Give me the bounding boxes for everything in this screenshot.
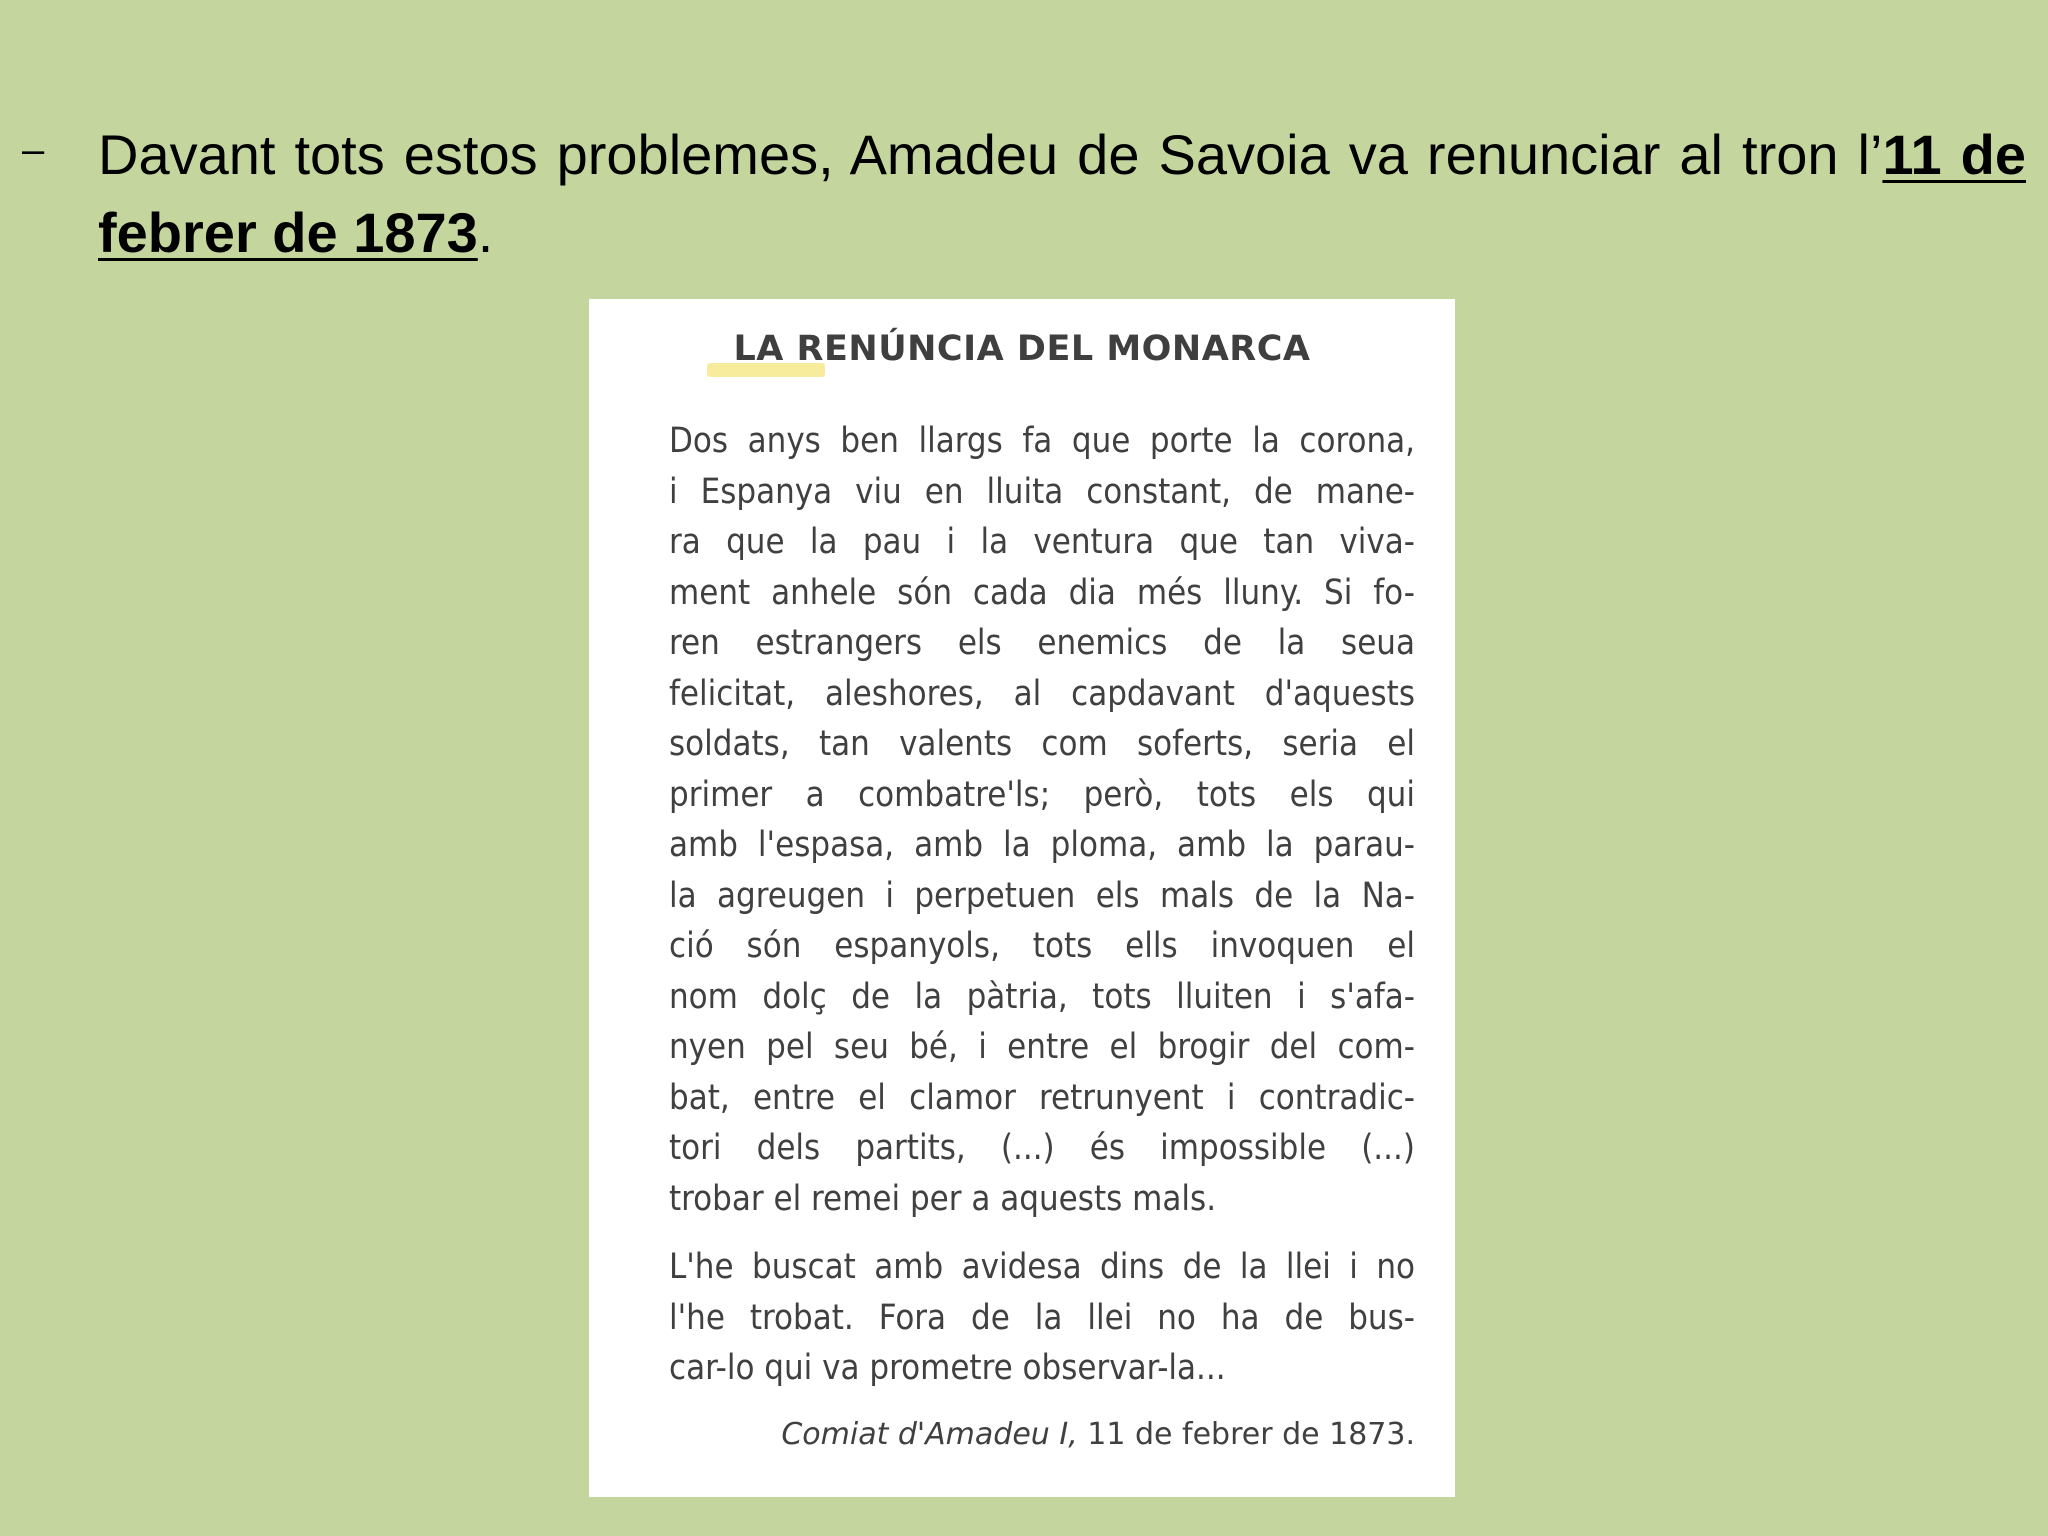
document-line: ren estrangers els enemics de la seua [669,623,1415,663]
document-line: L'he buscat amb avidesa dins de la llei i no [669,1247,1415,1287]
document-source [781,1417,1415,1452]
document-line: amb l'espasa, amb la ploma, amb la parau- [669,825,1415,865]
bullet-text-after: . [477,201,494,264]
document-line: nyen pel seu bé, i entre el brogir del com- [669,1027,1415,1067]
document-card [589,299,1455,1497]
document-line: i Espanya viu en lluita constant, de mane- [669,471,1415,512]
document-paragraph-2 [669,1242,1415,1394]
document-title-wrap [589,329,1455,369]
document-line: ra que la pau i la ventura que tan viva- [669,522,1415,562]
bullet-dash: – [22,128,45,172]
document-line: tori dels partits, (...) és impossible (...) [669,1128,1415,1168]
document-line: nom dolç de la pàtria, tots lluiten i s'afa- [669,976,1415,1017]
bullet-text [98,116,2026,272]
document-body [669,416,1415,1394]
document-line: soldats, tan valents com soferts, seria el [669,724,1415,764]
document-line: car-lo qui va prometre observar-la... [669,1348,1226,1388]
document-line: felicitat, aleshores, al capdavant d'aquests [669,673,1415,714]
document-title-text: LA RENÚNCIA DEL MONARCA [733,329,1311,369]
document-line: bat, entre el clamor retrunyent i contradic- [669,1077,1415,1118]
document-title [733,329,1310,369]
bullet-date: 11 de febrer de 1873 [98,123,2027,264]
document-line: ment anhele són cada dia més lluny. Si fo- [669,572,1415,613]
paragraph-gap [669,1224,1415,1242]
document-line: l'he trobat. Fora de la llei no ha de bus- [669,1297,1415,1338]
document-line: la agreugen i perpetuen els mals de la Na- [669,875,1415,916]
document-line: Dos anys ben llargs fa que porte la corona, [669,421,1415,461]
document-line: trobar el remei per a aquests mals. [669,1178,1217,1219]
source-date: 11 de febrer de 1873. [1077,1417,1415,1452]
source-work: Comiat d'Amadeu I, [781,1417,1078,1452]
document-paragraph-1 [669,416,1415,1224]
document-line: primer a combatre'ls; però, tots els qui [669,774,1415,815]
document-line: ció són espanyols, tots ells invoquen el [669,926,1415,966]
bullet-text-before: Davant tots estos problemes, Amadeu de Savoia va renunciar al tron l’ [98,123,1883,186]
